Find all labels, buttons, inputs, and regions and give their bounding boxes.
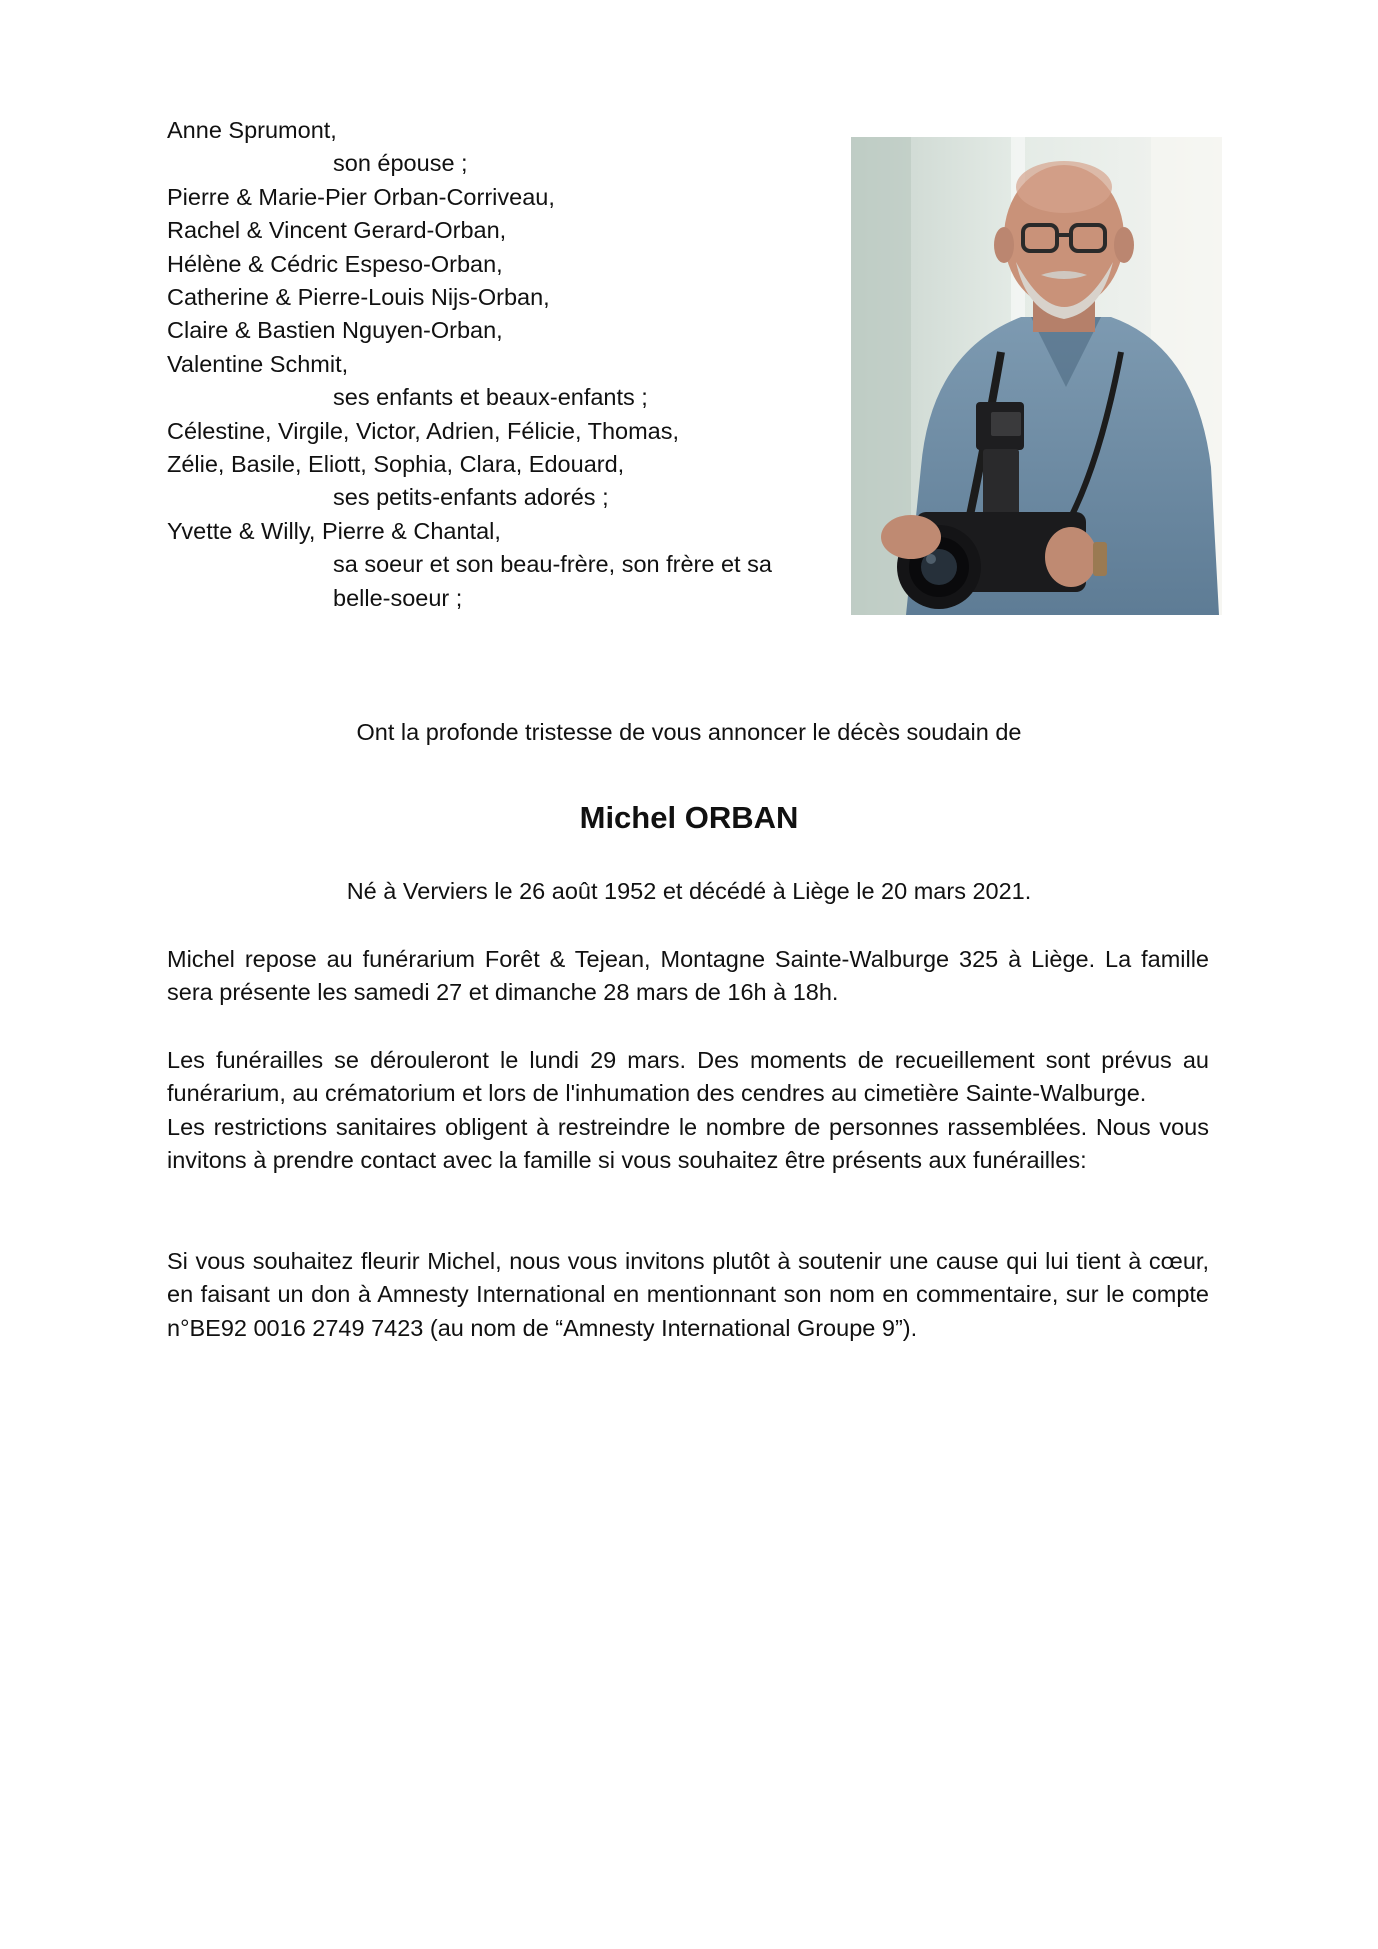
donation-text: Si vous souhaitez fleurir Michel, nous vous invitons plutôt à soutenir une cause qui lui tient à cœur, en faisant un don à Amnesty International en mentionnant son nom en commentaire, sur le compte n°BE92 0016 2749 7423 (au nom de “Amnesty International Groupe 9”).	[167, 1248, 1209, 1341]
family-line: Anne Sprumont,	[167, 117, 337, 143]
portrait-photo	[851, 137, 1222, 615]
family-role: son épouse ;	[333, 150, 468, 177]
family-line: Pierre & Marie-Pier Orban-Corriveau,	[167, 183, 555, 210]
family-line: Rachel & Vincent Gerard-Orban,	[167, 217, 507, 244]
family-line: Célestine, Virgile, Victor, Adrien, Félicie, Thomas,	[167, 417, 680, 444]
restrictions-text: Les restrictions sanitaires obligent à restreindre le nombre de personnes rassemblées. Nous vous invitons à prendre contact avec la famille si vous souhaitez être présents aux funérailles:	[167, 1113, 1209, 1174]
family-line: Valentine Schmit,	[167, 350, 349, 377]
family-line: Zélie, Basile, Eliott, Sophia, Clara, Edouard,	[167, 451, 625, 478]
portrait-photo-icon	[851, 137, 1222, 615]
family-role: ses enfants et beaux-enfants ;	[333, 384, 648, 411]
family-list	[167, 114, 827, 615]
funeral-text: Les funérailles se dérouleront le lundi 29 mars. Des moments de recueillement sont prévus au funérarium, au crématorium et lors de l'inhumation des cendres au cimetière Sainte-Walburge.	[167, 1047, 1209, 1107]
family-line: Claire & Bastien Nguyen-Orban,	[167, 317, 503, 344]
family-line: Catherine & Pierre-Louis Nijs-Orban,	[167, 284, 550, 311]
funeral-paragraph	[167, 1044, 1209, 1178]
funerarium-text: Michel repose au funérarium Forêt & Tejean, Montagne Sainte-Walburge 325 à Liège. La famille sera présente les samedi 27 et dimanche 28 mars de 16h à 18h.	[167, 946, 1209, 1006]
family-role: ses petits-enfants adorés ;	[333, 484, 609, 511]
donation-paragraph	[167, 1245, 1209, 1345]
birth-death-dates: Né à Verviers le 26 août 1952 et décédé à Liège le 20 mars 2021.	[346, 878, 1032, 904]
family-line: Yvette & Willy, Pierre & Chantal,	[167, 517, 501, 544]
family-role: sa soeur et son beau-frère, son frère et sa belle-soeur ;	[333, 551, 772, 611]
announcement-intro: Ont la profonde tristesse de vous annoncer le décès soudain de	[356, 719, 1022, 745]
family-line: Hélène & Cédric Espeso-Orban,	[167, 250, 503, 277]
deceased-name: Michel ORBAN	[579, 800, 799, 835]
funerarium-paragraph	[167, 943, 1209, 1010]
